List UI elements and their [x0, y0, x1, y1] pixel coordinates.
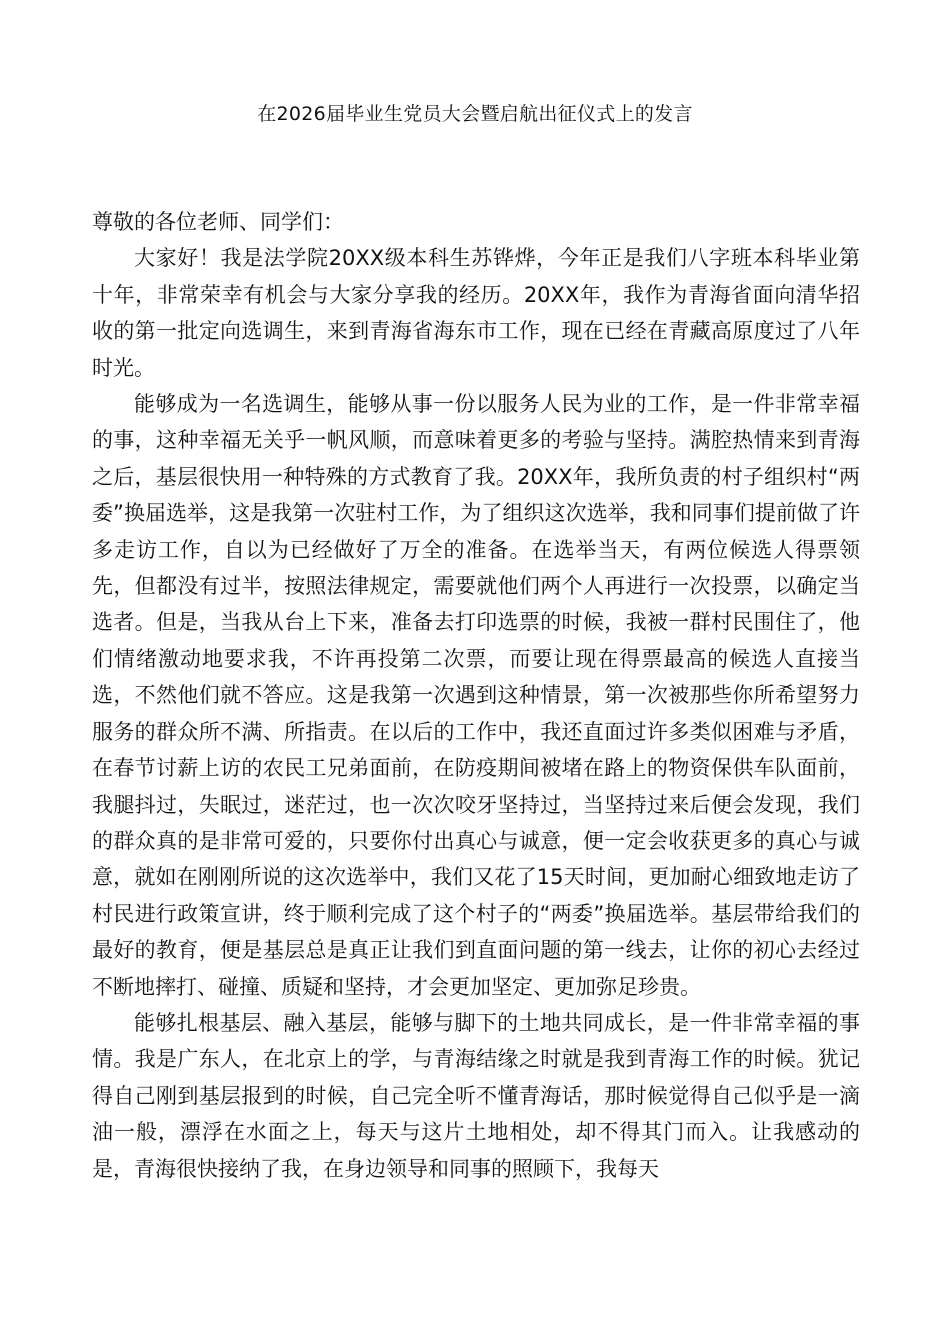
paragraph-2: 能够成为一名选调生，能够从事一份以服务人民为业的工作，是一件非常幸福的事，这种幸福无关乎一帆风顺，而意味着更多的考验与坚持。满腔热情来到青海之后，基层很快用一种特殊的方式教育了我。20XX年，我所负责的村子组织村“两委”换届选举，这是我第一次驻村工作，为了组织这次选举，我和同事们提前做了许多走访工作，自以为已经做好了万全的准备。在选举当天，有两位候选人得票领先，但都没有过半，按照法律规定，需要就他们两个人再进行一次投票，以确定当选者。但是，当我从台上下来，准备去打印选票的时候，我被一群村民围住了，他们情绪激动地要求我，不许再投第二次票，而要让现在得票最高的候选人直接当选，不然他们就不答应。这是我第一次遇到这种情景，第一次被那些你所希望努力服务的群众所不满、所指责。在以后的工作中，我还直面过许多类似困难与矛盾，在春节讨薪上访的农民工兄弟面前，在防疫期间被堵在路上的物资保供车队面前，我腿抖过，失眠过，迷茫过，也一次次咬牙坚持过，当坚持过来后便会发现，我们的群众真的是非常可爱的，只要你付出真心与诚意，便一定会收获更多的真心与诚意，就如在刚刚所说的这次选举中，我们又花了15天时间，更加耐心细致地走访了村民进行政策宣讲，终于顺利完成了这个村子的“两委”换届选举。基层带给我们的最好的教育，便是基层总是真正让我们到直面问题的第一线去，让你的初心去经过不断地摔打、碰撞、质疑和坚持，才会更加坚定、更加弥足珍贵。	[92, 392, 860, 999]
document-title: 在2026届毕业生党员大会暨启航出征仪式上的发言	[257, 103, 693, 125]
salutation: 尊敬的各位老师、同学们：	[92, 210, 344, 234]
paragraph-1: 大家好！我是法学院20XX级本科生苏铧烨，今年正是我们八字班本科毕业第十年，非常荣幸有机会与大家分享我的经历。20XX年，我作为青海省面向清华招收的第一批定向选调生，来到青海省海东市工作，现在已经在青藏高原度过了八年时光。	[92, 246, 860, 380]
paragraph-3: 能够扎根基层、融入基层，能够与脚下的土地共同成长，是一件非常幸福的事情。我是广东人，在北京上的学，与青海结缘之时就是我到青海工作的时候。犹记得自己刚到基层报到的时候，自己完全听不懂青海话，那时候觉得自己似乎是一滴油一般，漂浮在水面之上，每天与这片土地相处，却不得其门而入。让我感动的是，青海很快接纳了我，在身边领导和同事的照顾下，我每天	[92, 1010, 860, 1181]
document-body	[92, 204, 860, 1187]
